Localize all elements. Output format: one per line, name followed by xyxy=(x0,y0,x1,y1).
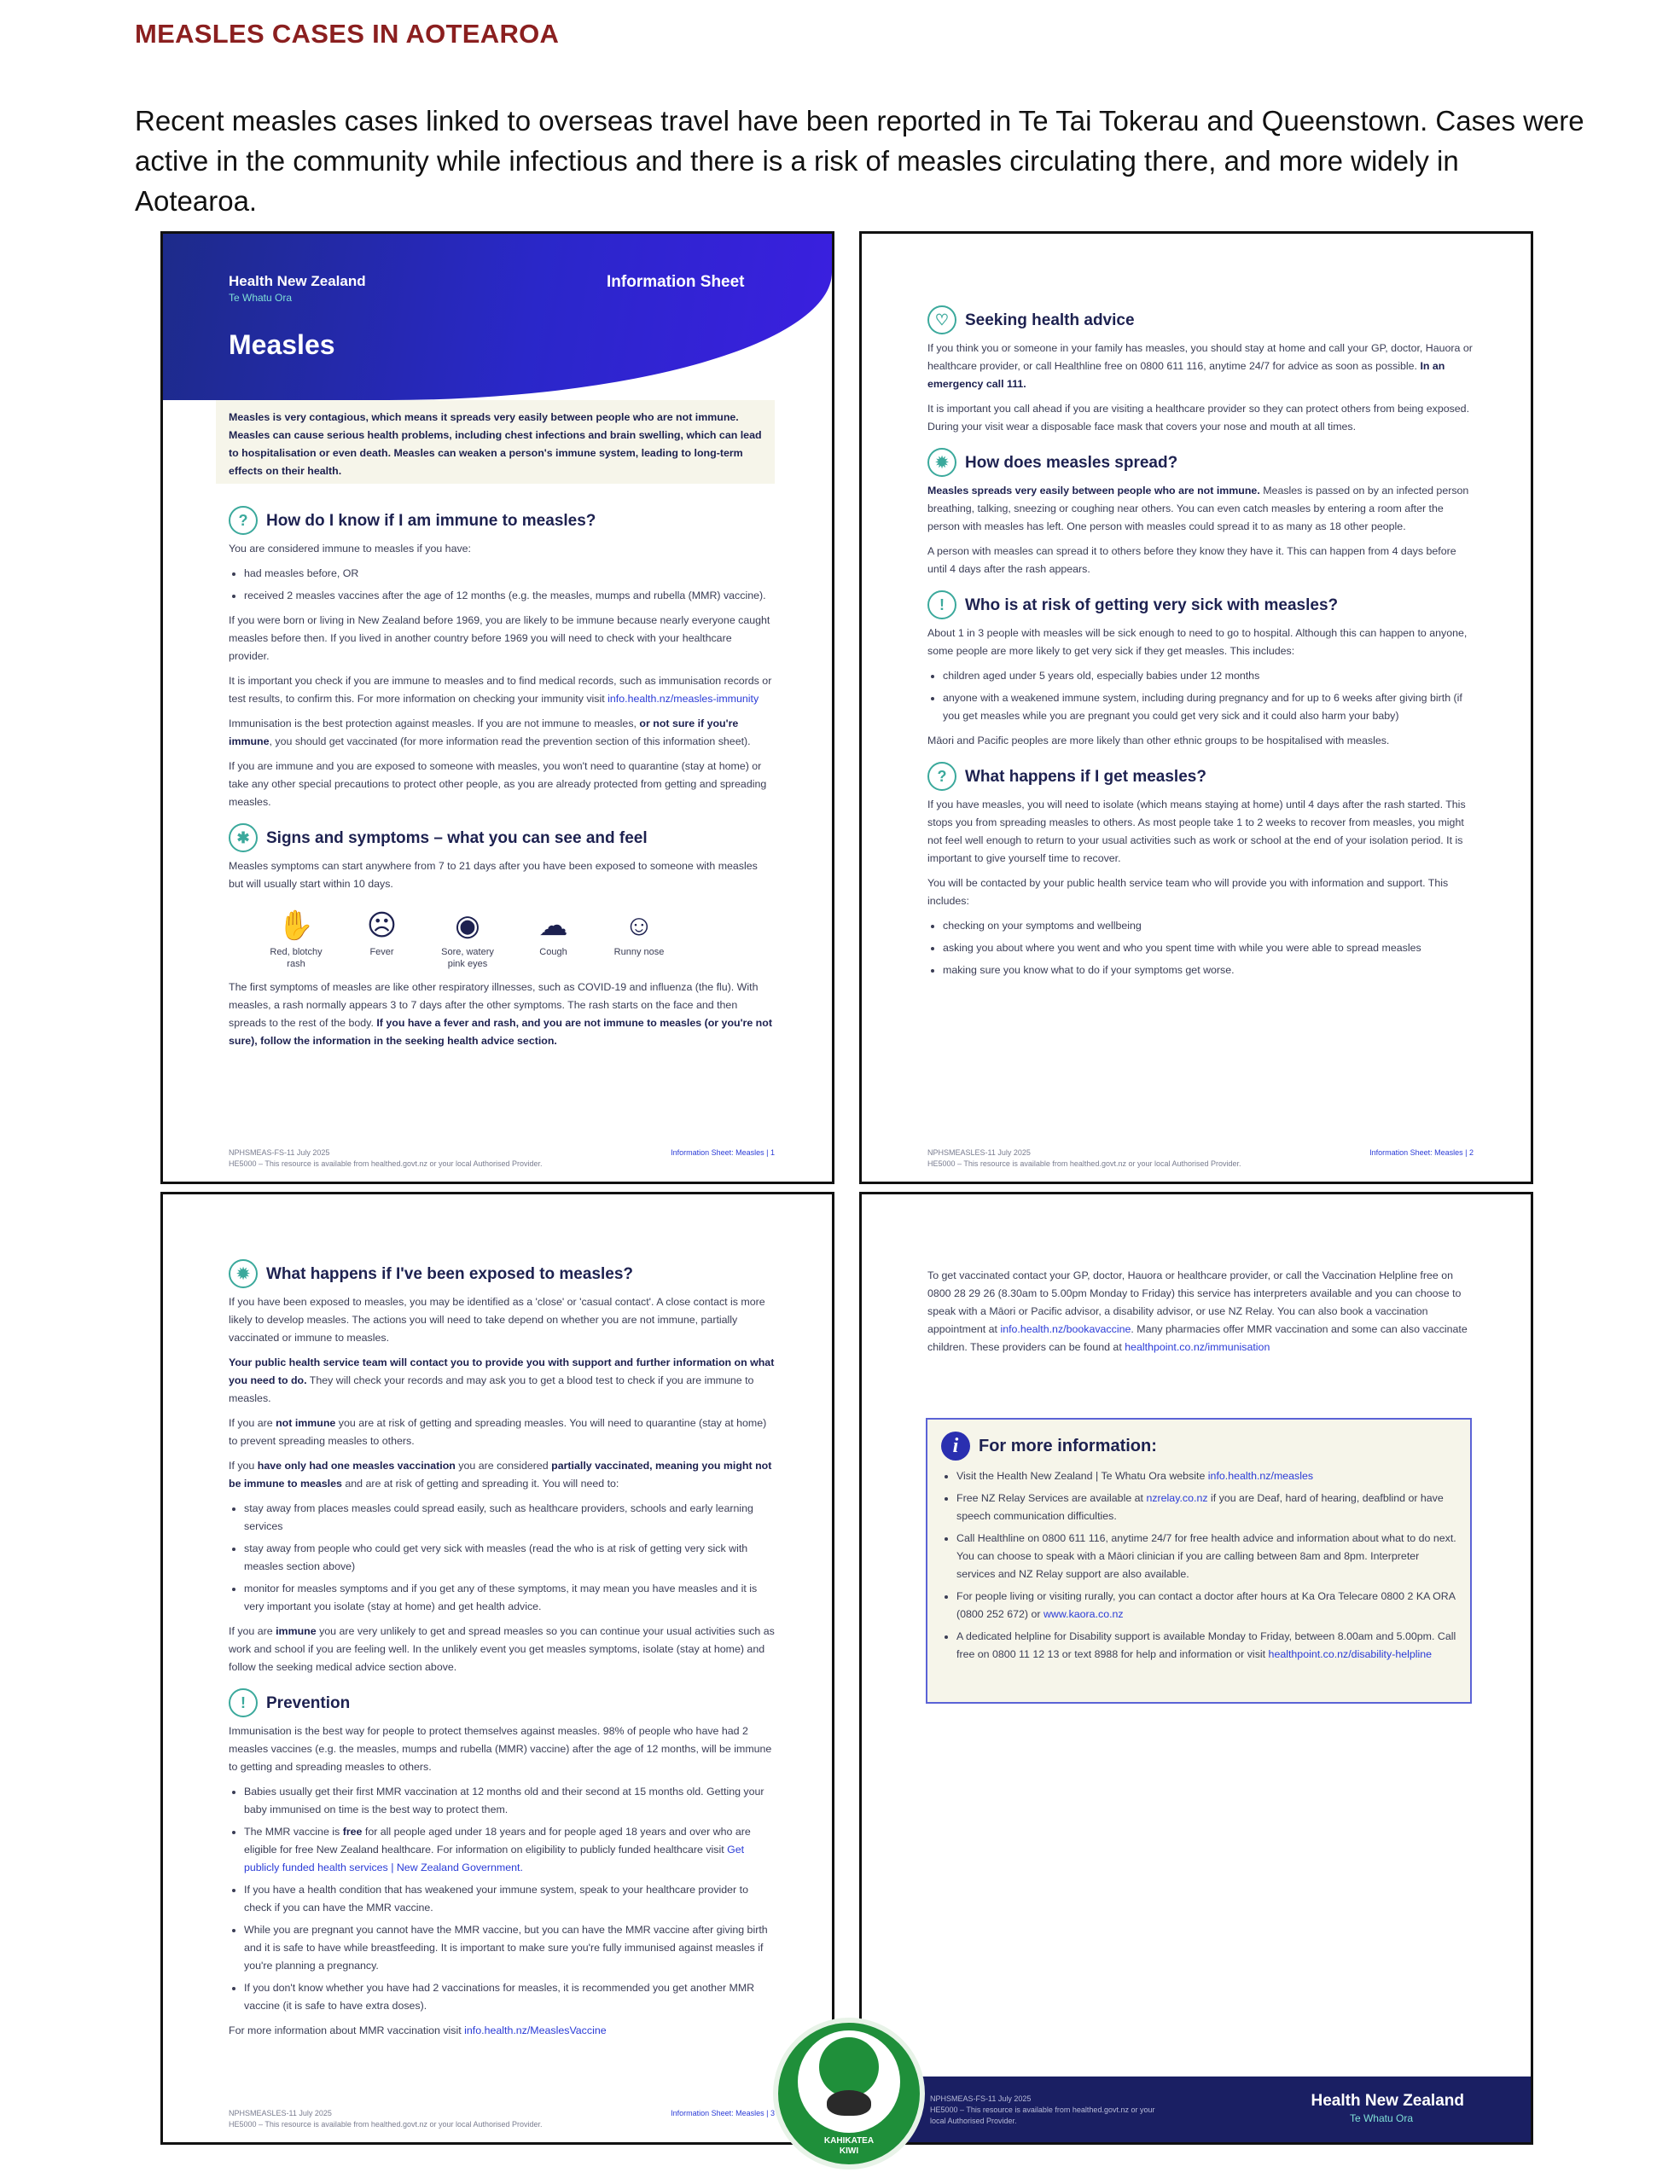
symptom-rash: ✋ Red, blotchy rash xyxy=(263,905,329,970)
disability-helpline-link[interactable]: healthpoint.co.nz/disability-helpline xyxy=(1268,1648,1433,1660)
list-item: • had measles before, OR xyxy=(244,565,775,583)
paragraph: A person with measles can spread it to others before they know they have it. This can happen from 4 days before until 4 days after the rash appears. xyxy=(927,545,1456,575)
section-risk xyxy=(927,590,1474,619)
org-subname: Te Whatu Ora xyxy=(1349,2112,1413,2124)
list-item: • children aged under 5 years old, especially babies under 12 months xyxy=(943,667,1474,685)
list-item: • If you have a health condition that has weakened your immune system, speak to your healthcare provider to check if you can have the MMR vaccine. xyxy=(244,1881,775,1917)
measles-info-link[interactable]: info.health.nz/measles xyxy=(1207,1470,1314,1482)
shield-icon: ! xyxy=(229,1688,258,1717)
page-heading: MEASLES CASES IN AOTEAROA xyxy=(135,19,560,49)
kiwi-logo-icon xyxy=(798,2030,900,2133)
org-name: Health New Zealand xyxy=(1311,2092,1464,2110)
book-vaccine-link[interactable]: info.health.nz/bookavaccine xyxy=(1000,1323,1131,1335)
paragraph: The first symptoms of measles are like other respiratory illnesses, such as COVID-19 and influenza (the flu). With measles, a rash normally appears 3 to 7 days after the other symptoms. The rash starts on the face and then spreads to the rest of the body. If you have a fever and rash, and you are not immune to measles (or you're not sure), follow the information in the seeking health advice section. xyxy=(229,981,772,1047)
healthpoint-immunisation-link[interactable]: healthpoint.co.nz/immunisation xyxy=(1125,1341,1270,1353)
kahikatea-kiwi-badge: KAHIKATEA KIWI xyxy=(773,2018,925,2169)
paragraph: Your public health service team will contact you to provide you with support and further information on what you need to do. They will check your records and may ask you to get a blood test to check if you are immune to measles. xyxy=(229,1356,775,1404)
virus-icon: ✱ xyxy=(229,823,258,852)
list-item: • making sure you know what to do if your symptoms get worse. xyxy=(943,961,1474,979)
section-signs xyxy=(229,823,775,852)
symptom-fever: ☹ Fever xyxy=(349,905,416,970)
paragraph: Measles spreads very easily between people who are not immune. Measles is passed on by an infected person breathing, talking, sneezing or coughing near others. You can even catch measles by entering a room after the person with measles has left. One person with measles could spread it to as many as 18 other people. xyxy=(927,485,1469,532)
info-sheet-page-4 xyxy=(859,1192,1533,2145)
info-sheet-page-2 xyxy=(859,231,1533,1184)
cough-icon: ☁ xyxy=(538,909,568,942)
paragraph: If you have been exposed to measles, you may be identified as a 'close' or 'casual contact'. A close contact is more likely to develop measles. The actions you will need to take depend on whether you are not immune, partially vaccinated or immune to measles. xyxy=(229,1296,765,1344)
symptom-cough: ☁ Cough xyxy=(520,905,587,970)
list-item: • asking you about where you went and who you spent time with while you were able to spread measles xyxy=(943,939,1474,957)
arm-rash-icon: ✋ xyxy=(277,909,315,942)
paragraph: For more information about MMR vaccination visit info.health.nz/MeaslesVaccine xyxy=(229,2024,607,2036)
section-immune xyxy=(229,506,775,535)
page-footer: NPHSMEASLES-11 July 2025 HE5000 – This resource is available from healthed.govt.nz or your local Authorised Provider. Information Sheet: Measles | 2 xyxy=(927,1148,1474,1168)
paragraph: If you think you or someone in your family has measles, you should stay at home and call your GP, doctor, Hauora or healthcare provider, or call Healthline free on 0800 611 116, anytime 24/7 for advice as soon as possible. In an emergency call 111. xyxy=(927,342,1473,390)
list-item: • received 2 measles vaccines after the age of 12 months (e.g. the measles, mumps and rubella (MMR) vaccine). xyxy=(244,587,775,605)
lead-summary: Measles is very contagious, which means it spreads very easily between people who are not immune. Measles can cause serious health problems, including chest infections and brain swelling, which can lead to hospitalisation or even death. Measles can weaken a person's immune system, leading to long-term effects on their health. xyxy=(216,400,775,484)
section-spread xyxy=(927,448,1474,477)
sheet-kind: Information Sheet xyxy=(607,273,745,291)
symptom-icons xyxy=(263,905,672,970)
intro-paragraph: Recent measles cases linked to overseas travel have been reported in Te Tai Tokerau and Queenstown. Cases were active in the community while infectious and there is a risk of measles circulating there, and more widely in Aotearoa. xyxy=(135,105,1584,217)
sheet-header xyxy=(163,234,832,400)
list-item: • anyone with a weakened immune system, including during pregnancy and for up to 6 weeks after giving birth (if you get measles while you are pregnant you could get very sick and it could also harm your baby) xyxy=(943,689,1474,725)
org-subname: Te Whatu Ora xyxy=(229,292,293,304)
sheet-title: Measles xyxy=(229,329,335,360)
list-item: • If you don't know whether you have had 2 vaccinations for measles, it is recommended you get another MMR vaccine (it is safe to have extra doses). xyxy=(244,1979,775,2015)
question-icon: ? xyxy=(927,762,956,791)
fever-face-icon: ☹ xyxy=(366,909,398,942)
stethoscope-icon: ♡ xyxy=(927,305,956,334)
band-footnote: NPHSMEAS-FS-11 July 2025 HE5000 – This resource is available from healthed.govt.nz or your local Authorised Provider. xyxy=(930,2094,1155,2125)
paragraph: If you are not immune you are at risk of getting and spreading measles. You will need to quarantine (stay at home) to prevent spreading measles to others. xyxy=(229,1417,767,1447)
list-item: • stay away from people who could get very sick with measles (read the who is at risk of getting very sick with measles section above) xyxy=(244,1540,775,1576)
list-item: • The MMR vaccine is free for all people aged under 18 years and for people aged 18 years and over who are eligible for free New Zealand healthcare. For information on eligibility to publicly funded healthcare visit Get publicly funded health services | New Zealand Government. xyxy=(244,1823,775,1877)
section-prevention xyxy=(229,1688,775,1717)
org-name: Health New Zealand xyxy=(229,273,366,289)
info-sheet-page-1 xyxy=(160,231,834,1184)
section-title: Who is at risk of getting very sick with measles? xyxy=(965,595,1339,614)
section-title: Prevention xyxy=(266,1693,351,1712)
info-title: For more information: xyxy=(979,1436,1157,1455)
section-happen xyxy=(927,762,1474,791)
paragraph: About 1 in 3 people with measles will be sick enough to need to go to hospital. Although this can happen to anyone, some people are more likely to get very sick if they get measles. This includes: xyxy=(927,627,1468,657)
mmr-vaccine-link[interactable]: info.health.nz/MeaslesVaccine xyxy=(464,2024,607,2036)
section-title: Signs and symptoms – what you can see and feel xyxy=(266,828,648,847)
paragraph: Measles symptoms can start anywhere from 7 to 21 days after you have been exposed to someone with measles but will usually start within 10 days. xyxy=(229,860,758,890)
paragraph: If you have only had one measles vaccination you are considered partially vaccinated, meaning you might not be immune to measles and are at risk of getting and spreading it. You will need to: xyxy=(229,1460,772,1490)
symptom-eyes: ◉ Sore, watery pink eyes xyxy=(434,905,501,970)
paragraph: If you have measles, you will need to isolate (which means staying at home) until 4 days after the rash started. This stops you from spreading measles to others. As most people take 1 to 2 weeks to recover from measles, you might not feel well enough to return to your usual activities such as work or school at the end of your isolation period. It is important to give yourself time to recover. xyxy=(927,799,1466,864)
list-item: • Call Healthline on 0800 611 116, anytime 24/7 for free health advice and information about what to do next. You can choose to speak with a Māori clinician if you are calling between 8am and 8pm. Interpreter services and NZ Relay support are also available. xyxy=(956,1530,1456,1583)
info-sheet-page-3 xyxy=(160,1192,834,2145)
nzrelay-link[interactable]: nzrelay.co.nz xyxy=(1146,1492,1208,1504)
info-icon: i xyxy=(941,1432,970,1461)
section-title: How do I know if I am immune to measles? xyxy=(266,511,596,530)
funded-health-link[interactable]: Get publicly funded health services | New Zealand Government. xyxy=(244,1844,745,1873)
virus-icon: ✹ xyxy=(229,1259,258,1288)
paragraph: If you were born or living in New Zealand before 1969, you are likely to be immune because nearly everyone caught measles before then. If you lived in another country before 1969 you will need to check with your healthcare provider. xyxy=(229,614,770,662)
paragraph: You are considered immune to measles if you have: xyxy=(229,543,471,555)
question-icon: ? xyxy=(229,506,258,535)
section-exposed xyxy=(229,1259,775,1288)
eye-icon: ◉ xyxy=(455,909,480,942)
symptom-nose: ☺ Runny nose xyxy=(606,905,672,970)
list-item: • monitor for measles symptoms and if you get any of these symptoms, it may mean you have measles and it is very important you isolate (stay at home) and get health advice. xyxy=(244,1580,775,1616)
more-info-box xyxy=(926,1418,1472,1704)
list-item: • Visit the Health New Zealand | Te Whatu Ora website info.health.nz/measles xyxy=(956,1467,1456,1485)
section-title: What happens if I've been exposed to measles? xyxy=(266,1264,634,1283)
list-item: • Free NZ Relay Services are available at nzrelay.co.nz if you are Deaf, hard of hearing, deafblind or have speech communication difficulties. xyxy=(956,1490,1456,1525)
list-item: • While you are pregnant you cannot have the MMR vaccine, but you can have the MMR vaccine after giving birth and it is safe to have while breastfeeding. It is important to make sure you're fully immunised against measles if you're planning a pregnancy. xyxy=(244,1921,775,1975)
virus-icon: ✹ xyxy=(927,448,956,477)
immunity-link[interactable]: info.health.nz/measles-immunity xyxy=(607,693,759,705)
paragraph: It is important you call ahead if you are visiting a healthcare provider so they can protect others from being exposed. During your visit wear a disposable face mask that covers your nose and mouth at all times. xyxy=(927,403,1470,433)
shield-icon: ! xyxy=(927,590,956,619)
runny-nose-icon: ☺ xyxy=(624,909,654,942)
footer-band xyxy=(862,2077,1531,2142)
page-footer: NPHSMEASLES-11 July 2025 HE5000 – This resource is available from healthed.govt.nz or your local Authorised Provider. Information Sheet: Measles | 3 xyxy=(229,2109,775,2129)
paragraph: It is important you check if you are immune to measles and to find medical records, such as immunisation records or test results, to confirm this. For more information on checking your immunity visit info.health.nz/measles-immunity xyxy=(229,675,772,705)
list-item: • stay away from places measles could spread easily, such as healthcare providers, schools and early learning services xyxy=(244,1500,775,1536)
list-item: • Babies usually get their first MMR vaccination at 12 months old and their second at 15 months old. Getting your baby immunised on time is the best way to protect them. xyxy=(244,1783,775,1819)
paragraph: You will be contacted by your public health service team who will provide you with information and support. This includes: xyxy=(927,877,1449,907)
kaora-link[interactable]: www.kaora.co.nz xyxy=(1043,1608,1124,1620)
paragraph: Māori and Pacific peoples are more likely than other ethnic groups to be hospitalised with measles. xyxy=(927,735,1390,746)
list-item: • For people living or visiting rurally, you can contact a doctor after hours at Ka Ora Telecare 0800 2 KA ORA (0800 252 672) or www.kaora.co.nz xyxy=(956,1588,1456,1623)
paragraph: To get vaccinated contact your GP, doctor, Hauora or healthcare provider, or call the Vaccination Helpline free on 0800 28 29 26 (8.30am to 5.00pm Monday to Friday) this service has interpreters available and you can choose to speak with a Māori or Pacific advisor, a disability advisor, or use NZ Relay. You can also book a vaccination appointment at info.health.nz/bookavaccine. Many pharmacies offer MMR vaccination and some can also vaccinate children. These providers can be found at healthpoint.co.nz/immunisation xyxy=(927,1269,1468,1353)
paragraph: Immunisation is the best way for people to protect themselves against measles. 98% of people who have had 2 measles vaccines (e.g. the measles, mumps and rubella (MMR) vaccine) after the age of 12 months, will be immune to getting and spreading measles to others. xyxy=(229,1725,772,1773)
section-title: How does measles spread? xyxy=(965,453,1178,472)
paragraph: Immunisation is the best protection against measles. If you are not immune to measles, or not sure if you're immune, you should get vaccinated (for more information read the prevention section of this information sheet). xyxy=(229,717,751,747)
section-title: Seeking health advice xyxy=(965,311,1135,329)
paragraph: If you are immune you are very unlikely to get and spread measles so you can continue your usual activities such as work and school if you are feeling well. In the unlikely event you get measles symptoms, isolate (stay at home) and follow the seeking medical advice section above. xyxy=(229,1625,775,1673)
page-footer: NPHSMEAS-FS-11 July 2025 HE5000 – This resource is available from healthed.govt.nz or your local Authorised Provider. Information Sheet: Measles | 1 xyxy=(229,1148,775,1168)
paragraph: If you are immune and you are exposed to someone with measles, you won't need to quarantine (stay at home) or take any other special precautions to protect other people, as you are already protected from getting and spreading measles. xyxy=(229,760,767,808)
section-seek xyxy=(927,305,1474,334)
list-item: • checking on your symptoms and wellbeing xyxy=(943,917,1474,935)
list-item: • A dedicated helpline for Disability support is available Monday to Friday, between 8.00am and 5.00pm. Call free on 0800 11 12 13 or text 8988 for help and information or visit healthpoint.co.nz/disability-helpline xyxy=(956,1628,1456,1664)
section-title: What happens if I get measles? xyxy=(965,767,1206,786)
